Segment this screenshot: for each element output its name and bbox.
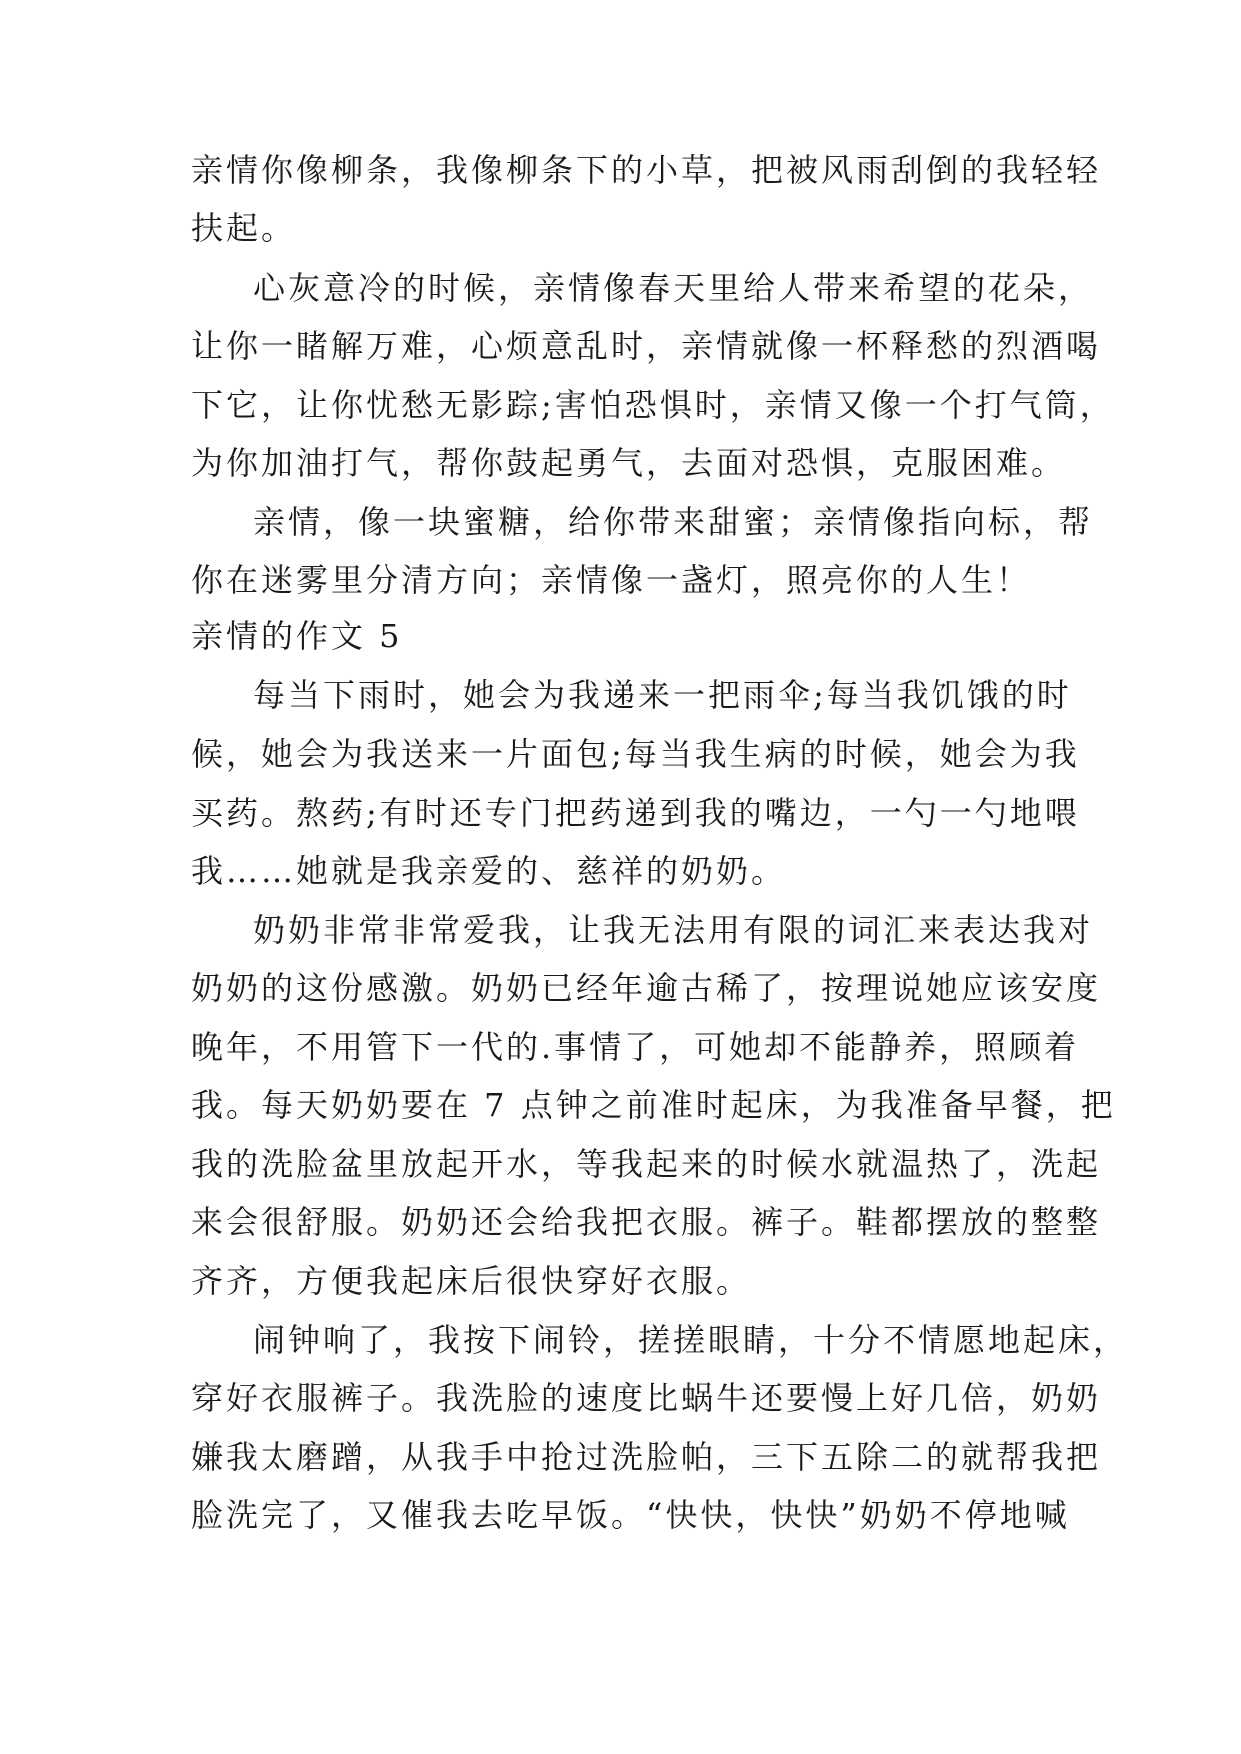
text-line: 奶奶的这份感激。奶奶已经年逾古稀了，按理说她应该安度 xyxy=(191,969,1102,1007)
text-line: 晚年，不用管下一代的.事情了，可她却不能静养，照顾着 xyxy=(191,1028,1080,1066)
text-line: 来会很舒服。奶奶还会给我把衣服。裤子。鞋都摆放的整整 xyxy=(191,1203,1102,1241)
text-line: 齐齐，方便我起床后很快穿好衣服。 xyxy=(191,1262,752,1300)
paragraph-start: 亲情，像一块蜜糖，给你带来甜蜜；亲情像指向标，帮 xyxy=(253,503,1094,541)
text-line: 你在迷雾里分清方向；亲情像一盏灯，照亮你的人生！ xyxy=(191,561,1032,599)
section-heading: 亲情的作文 5 xyxy=(191,617,403,655)
text-line: 候，她会为我送来一片面包;每当我生病的时候，她会为我 xyxy=(191,735,1080,773)
text-line: 扶起。 xyxy=(191,209,297,247)
text-line: 亲情你像柳条，我像柳条下的小草，把被风雨刮倒的我轻轻 xyxy=(191,151,1102,189)
paragraph-start: 心灰意冷的时候，亲情像春天里给人带来希望的花朵， xyxy=(253,269,1094,307)
text-line: 让你一睹解万难，心烦意乱时，亲情就像一杯释愁的烈酒喝 xyxy=(191,327,1102,365)
paragraph-start: 奶奶非常非常爱我，让我无法用有限的词汇来表达我对 xyxy=(253,911,1094,949)
text-line: 穿好衣服裤子。我洗脸的速度比蜗牛还要慢上好几倍，奶奶 xyxy=(191,1379,1102,1417)
paragraph-start: 闹钟响了，我按下闹铃，搓搓眼睛，十分不情愿地起床， xyxy=(253,1321,1129,1359)
text-line: 买药。熬药;有时还专门把药递到我的嘴边，一勺一勺地喂 xyxy=(191,794,1080,832)
text-line: 我的洗脸盆里放起开水，等我起来的时候水就温热了，洗起 xyxy=(191,1145,1102,1183)
text-line: 下它，让你忧愁无影踪;害怕恐惧时，亲情又像一个打气筒， xyxy=(191,386,1115,424)
text-line: 我。每天奶奶要在 7 点钟之前准时起床，为我准备早餐，把 xyxy=(191,1086,1116,1124)
text-line: 为你加油打气，帮你鼓起勇气，去面对恐惧，克服困难。 xyxy=(191,444,1067,482)
text-line: 嫌我太磨蹭，从我手中抢过洗脸帕，三下五除二的就帮我把 xyxy=(191,1438,1102,1476)
text-line: 脸洗完了，又催我去吃早饭。“快快，快快”奶奶不停地喊 xyxy=(191,1496,1070,1534)
paragraph-start: 每当下雨时，她会为我递来一把雨伞;每当我饥饿的时 xyxy=(253,676,1072,714)
text-line: 我……她就是我亲爱的、慈祥的奶奶。 xyxy=(191,852,787,890)
